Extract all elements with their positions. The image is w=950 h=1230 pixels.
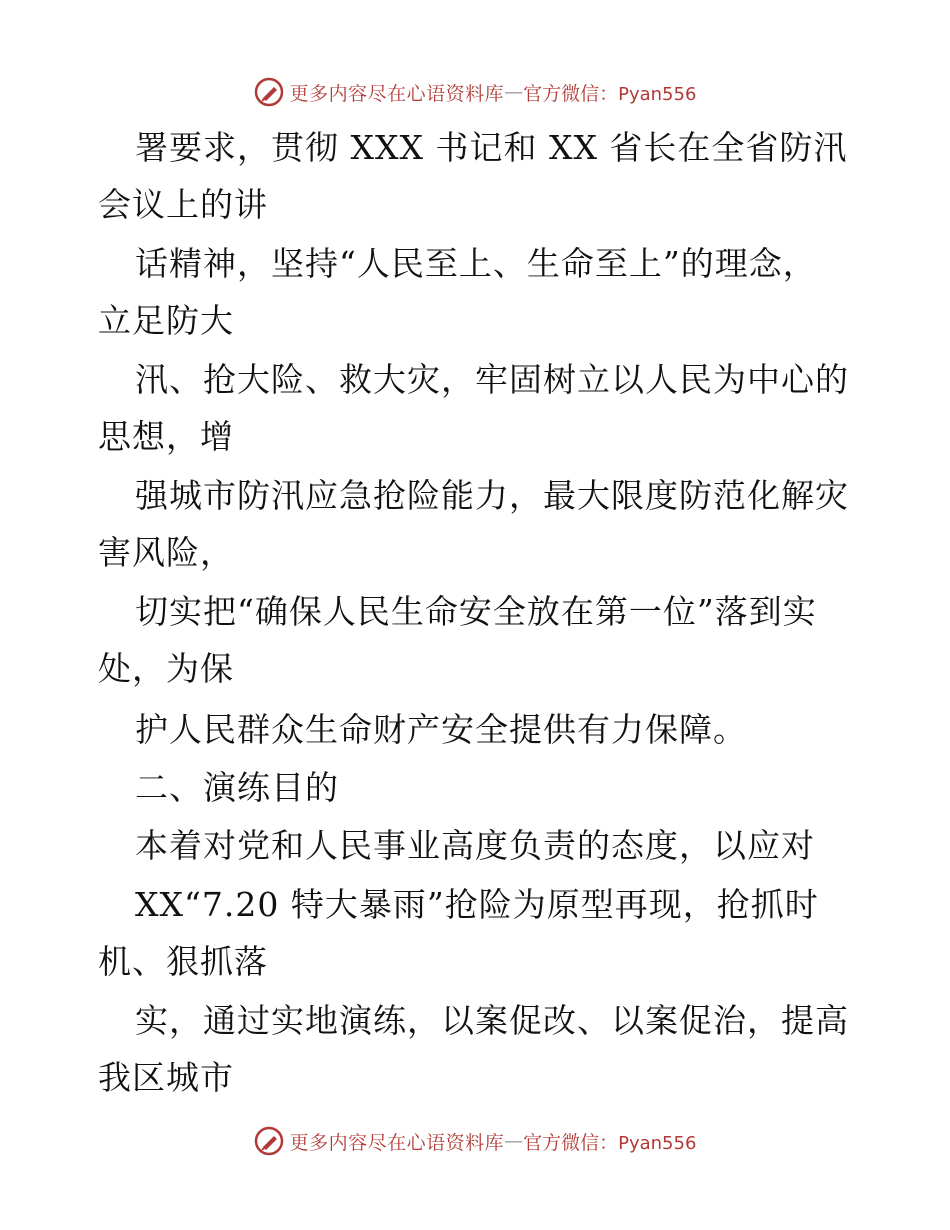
- body-line: 立足防大: [98, 301, 234, 340]
- banner-contact-id: Pyan556: [618, 83, 697, 105]
- body-line: 护人民群众生命财产安全提供有力保障。: [135, 710, 747, 749]
- banner-text: 更多内容尽在心语资料库: [289, 82, 505, 105]
- banner-dash: —: [504, 81, 524, 103]
- body-line: 署要求，贯彻 XXX 书记和 XX 省长在全省防汛: [135, 128, 848, 167]
- banner-contact: [523, 79, 696, 106]
- body-line: 话精神，坚持“人民至上、生命至上”的理念，: [135, 244, 817, 283]
- section-heading: 二、演练目的: [135, 768, 339, 807]
- pen-logo-icon: [254, 1126, 284, 1156]
- body-line: 会议上的讲: [98, 185, 268, 224]
- banner-contact: [523, 1128, 696, 1155]
- body-line: 处，为保: [98, 649, 234, 688]
- banner-contact-label: 官方微信：: [523, 1131, 619, 1154]
- body-line: 本着对党和人民事业高度负责的态度，以应对: [135, 826, 815, 865]
- body-line: 机、狠抓落: [98, 942, 268, 981]
- body-line: XX“7.20 特大暴雨”抢险为原型再现，抢抓时: [135, 885, 819, 924]
- banner-dash: —: [504, 1130, 524, 1152]
- body-line: 实，通过实地演练，以案促改、以案促治，提高: [135, 1001, 849, 1040]
- footer-banner: [0, 1121, 950, 1161]
- body-line: 我区城市: [98, 1058, 234, 1097]
- body-line: 强城市防汛应急抢险能力，最大限度防范化解灾: [135, 476, 849, 515]
- header-banner: [0, 72, 950, 112]
- body-line: 切实把“确保人民生命安全放在第一位”落到实: [135, 592, 817, 631]
- pen-logo-icon: [254, 77, 284, 107]
- body-line: 害风险，: [98, 533, 234, 572]
- banner-contact-label: 官方微信：: [523, 82, 619, 105]
- banner-text: 更多内容尽在心语资料库: [289, 1131, 505, 1154]
- banner-contact-id: Pyan556: [618, 1132, 697, 1154]
- body-line: 汛、抢大险、救大灾，牢固树立以人民为中心的: [135, 360, 849, 399]
- body-line: 思想，增: [98, 417, 234, 456]
